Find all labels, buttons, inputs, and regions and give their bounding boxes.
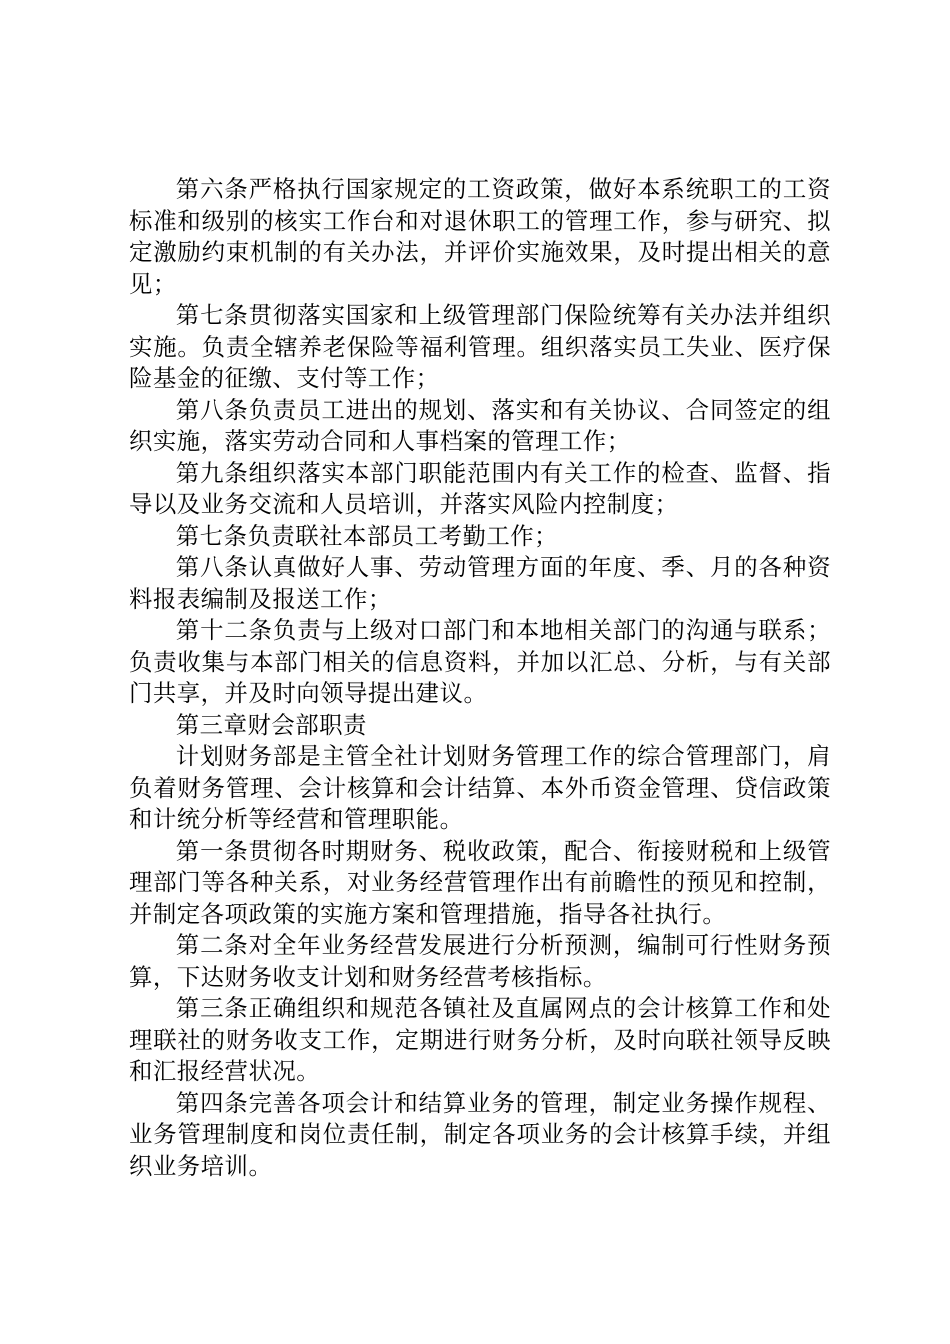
- article-paragraph-8b: 第八条认真做好人事、劳动管理方面的年度、季、月的各种资料报表编制及报送工作；: [129, 553, 831, 613]
- article-paragraph-12: 第十二条负责与上级对口部门和本地相关部门的沟通与联系；负责收集与本部门相关的信息资料，并加以汇总、分析，与有关部门共享，并及时向领导提出建议。: [129, 616, 831, 707]
- article-paragraph-7: 第七条贯彻落实国家和上级管理部门保险统筹有关办法并组织实施。负责全辖养老保险等福利管理。组织落实员工失业、医疗保险基金的征缴、支付等工作；: [129, 301, 831, 392]
- chapter-intro-paragraph: 计划财务部是主管全社计划财务管理工作的综合管理部门，肩负着财务管理、会计核算和会计结算、本外币资金管理、贷信政策和计统分析等经营和管理职能。: [129, 742, 831, 833]
- article-paragraph-7b: 第七条负责联社本部员工考勤工作；: [175, 521, 559, 550]
- finance-article-4: 第四条完善各项会计和结算业务的管理，制定业务操作规程、业务管理制度和岗位责任制，制定各项业务的会计核算手续，并组织业务培训。: [129, 1088, 831, 1180]
- finance-article-1: 第一条贯彻各时期财务、税收政策，配合、衔接财税和上级管理部门等各种关系，对业务经营管理作出有前瞻性的预见和控制，并制定各项政策的实施方案和管理措施，指导各社执行。: [129, 836, 831, 928]
- article-paragraph-8: 第八条负责员工进出的规划、落实和有关协议、合同签定的组织实施，落实劳动合同和人事档案的管理工作；: [129, 395, 831, 455]
- article-paragraph-9: 第九条组织落实本部门职能范围内有关工作的检查、监督、指导以及业务交流和人员培训，并落实风险内控制度；: [129, 458, 831, 518]
- finance-article-2: 第二条对全年业务经营发展进行分析预测，编制可行性财务预算，下达财务收支计划和财务经营考核指标。: [129, 931, 831, 991]
- article-paragraph-6: 第六条严格执行国家规定的工资政策，做好本系统职工的工资标准和级别的核实工作台和对退休职工的管理工作，参与研究、拟定激励约束机制的有关办法，并评价实施效果，及时提出相关的意见；: [129, 175, 831, 298]
- chapter-heading: 第三章财会部职责: [175, 710, 367, 739]
- document-page: [129, 174, 831, 1182]
- finance-article-3: 第三条正确组织和规范各镇社及直属网点的会计核算工作和处理联社的财务收支工作，定期进行财务分析，及时向联社领导反映和汇报经营状况。: [129, 994, 831, 1085]
